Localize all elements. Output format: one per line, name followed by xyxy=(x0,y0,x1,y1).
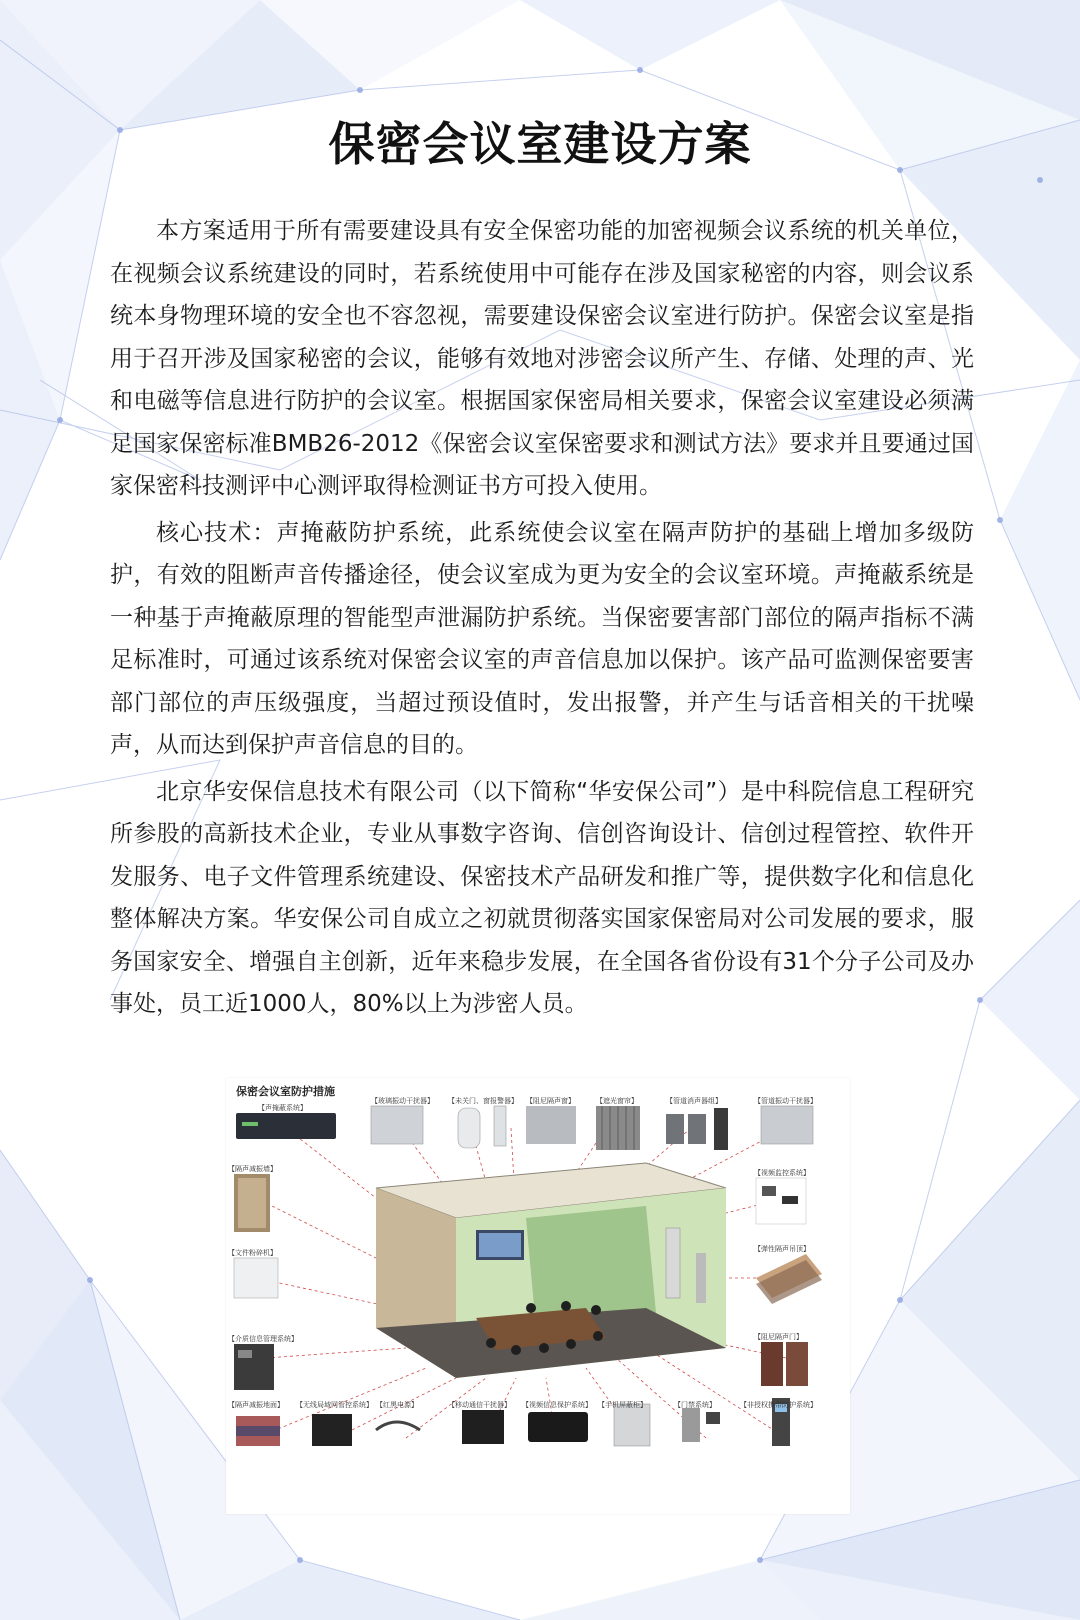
label-glass-jammer: 【玻璃振动干扰器】 xyxy=(371,1097,434,1105)
label-mobile-jammer: 【移动通信干扰器】 xyxy=(448,1401,511,1409)
document-body xyxy=(110,210,974,1030)
label-video-monitoring: 【视频监控系统】 xyxy=(754,1169,810,1177)
paragraph-intro: 本方案适用于所有需要建设具有安全保密功能的加密视频会议系统的机关单位，在视频会议系统建设的同时，若系统使用中可能存在涉及国家秘密的内容，则会议系统本身物理环境的安全也不容忽视，需要建设保密会议室进行防护。保密会议室是指用于召开涉及国家秘密的会议，能够有效地对涉密会议所产生、存储、处理的声、光和电磁等信息进行防护的会议室。根据国家保密局相关要求，保密会议室建设必须满足国家保密标准BMB26-2012《保密会议室保密要求和测试方法》要求并且要通过国家保密科技测评中心测评取得检测证书方可投入使用。 xyxy=(110,218,974,499)
protection-diagram xyxy=(226,1078,850,1514)
label-red-black-power: 【红黑电源】 xyxy=(376,1401,418,1409)
label-damping-door: 【阻尼隔声门】 xyxy=(754,1333,803,1341)
label-sound-wall: 【隔声减振墙】 xyxy=(228,1165,277,1173)
label-pipe-jammer: 【管道振动干扰器】 xyxy=(754,1097,817,1105)
label-ceiling: 【弹性隔声吊顶】 xyxy=(754,1245,810,1253)
paragraph-core-tech: 核心技术：声掩蔽防护系统，此系统使会议室在隔声防护的基础上增加多级防护，有效的阻断声音传播途径，使会议室成为更为安全的会议室环境。声掩蔽系统是一种基于声掩蔽原理的智能型声泄漏防护系统。当保密要害部门部位的隔声指标不满足标准时，可通过该系统对保密会议室的声音信息加以保护。该产品可监测保密要害部门部位的声压级强度，当超过预设值时，发出报警，并产生与话音相关的干扰噪声，从而达到保护声音信息的目的。 xyxy=(110,519,974,758)
page-title: 保密会议室建设方案 xyxy=(328,117,752,171)
diagram-illustration xyxy=(226,1078,850,1514)
label-access-control: 【门禁系统】 xyxy=(674,1401,716,1409)
label-video-protection: 【视频信息保护系统】 xyxy=(522,1401,592,1409)
label-wireless-control: 【无线局域网管控系统】 xyxy=(296,1401,373,1409)
label-non-auth-protection: 【非授权携带防护系统】 xyxy=(740,1401,817,1409)
label-shredder: 【文件粉碎机】 xyxy=(228,1249,277,1257)
label-floor: 【隔声减振地面】 xyxy=(228,1401,284,1409)
label-curtain: 【遮光窗帘】 xyxy=(596,1097,638,1105)
label-masking-system: 【声掩蔽系统】 xyxy=(258,1104,307,1112)
label-damping-window: 【阻尼隔声窗】 xyxy=(526,1097,575,1105)
label-door-alarm: 【未关门、窗报警器】 xyxy=(448,1097,518,1105)
label-phone-cabinet: 【手机屏蔽柜】 xyxy=(598,1401,647,1409)
label-media-management: 【介质信息管理系统】 xyxy=(228,1335,298,1343)
label-pipe-silencer: 【管道消声器组】 xyxy=(666,1097,722,1105)
paragraph-company: 北京华安保信息技术有限公司（以下简称“华安保公司”）是中科院信息工程研究所参股的高新技术企业，专业从事数字咨询、信创咨询设计、信创过程管控、软件开发服务、电子文件管理系统建设、保密技术产品研发和推广等，提供数字化和信息化整体解决方案。华安保公司自成立之初就贯彻落实国家保密局对公司发展的要求，服务国家安全、增强自主创新，近年来稳步发展，在全国各省份设有31个分子公司及办事处，员工近1000人，80%以上为涉密人员。 xyxy=(110,778,974,1017)
diagram-title: 保密会议室防护措施 xyxy=(236,1085,335,1098)
